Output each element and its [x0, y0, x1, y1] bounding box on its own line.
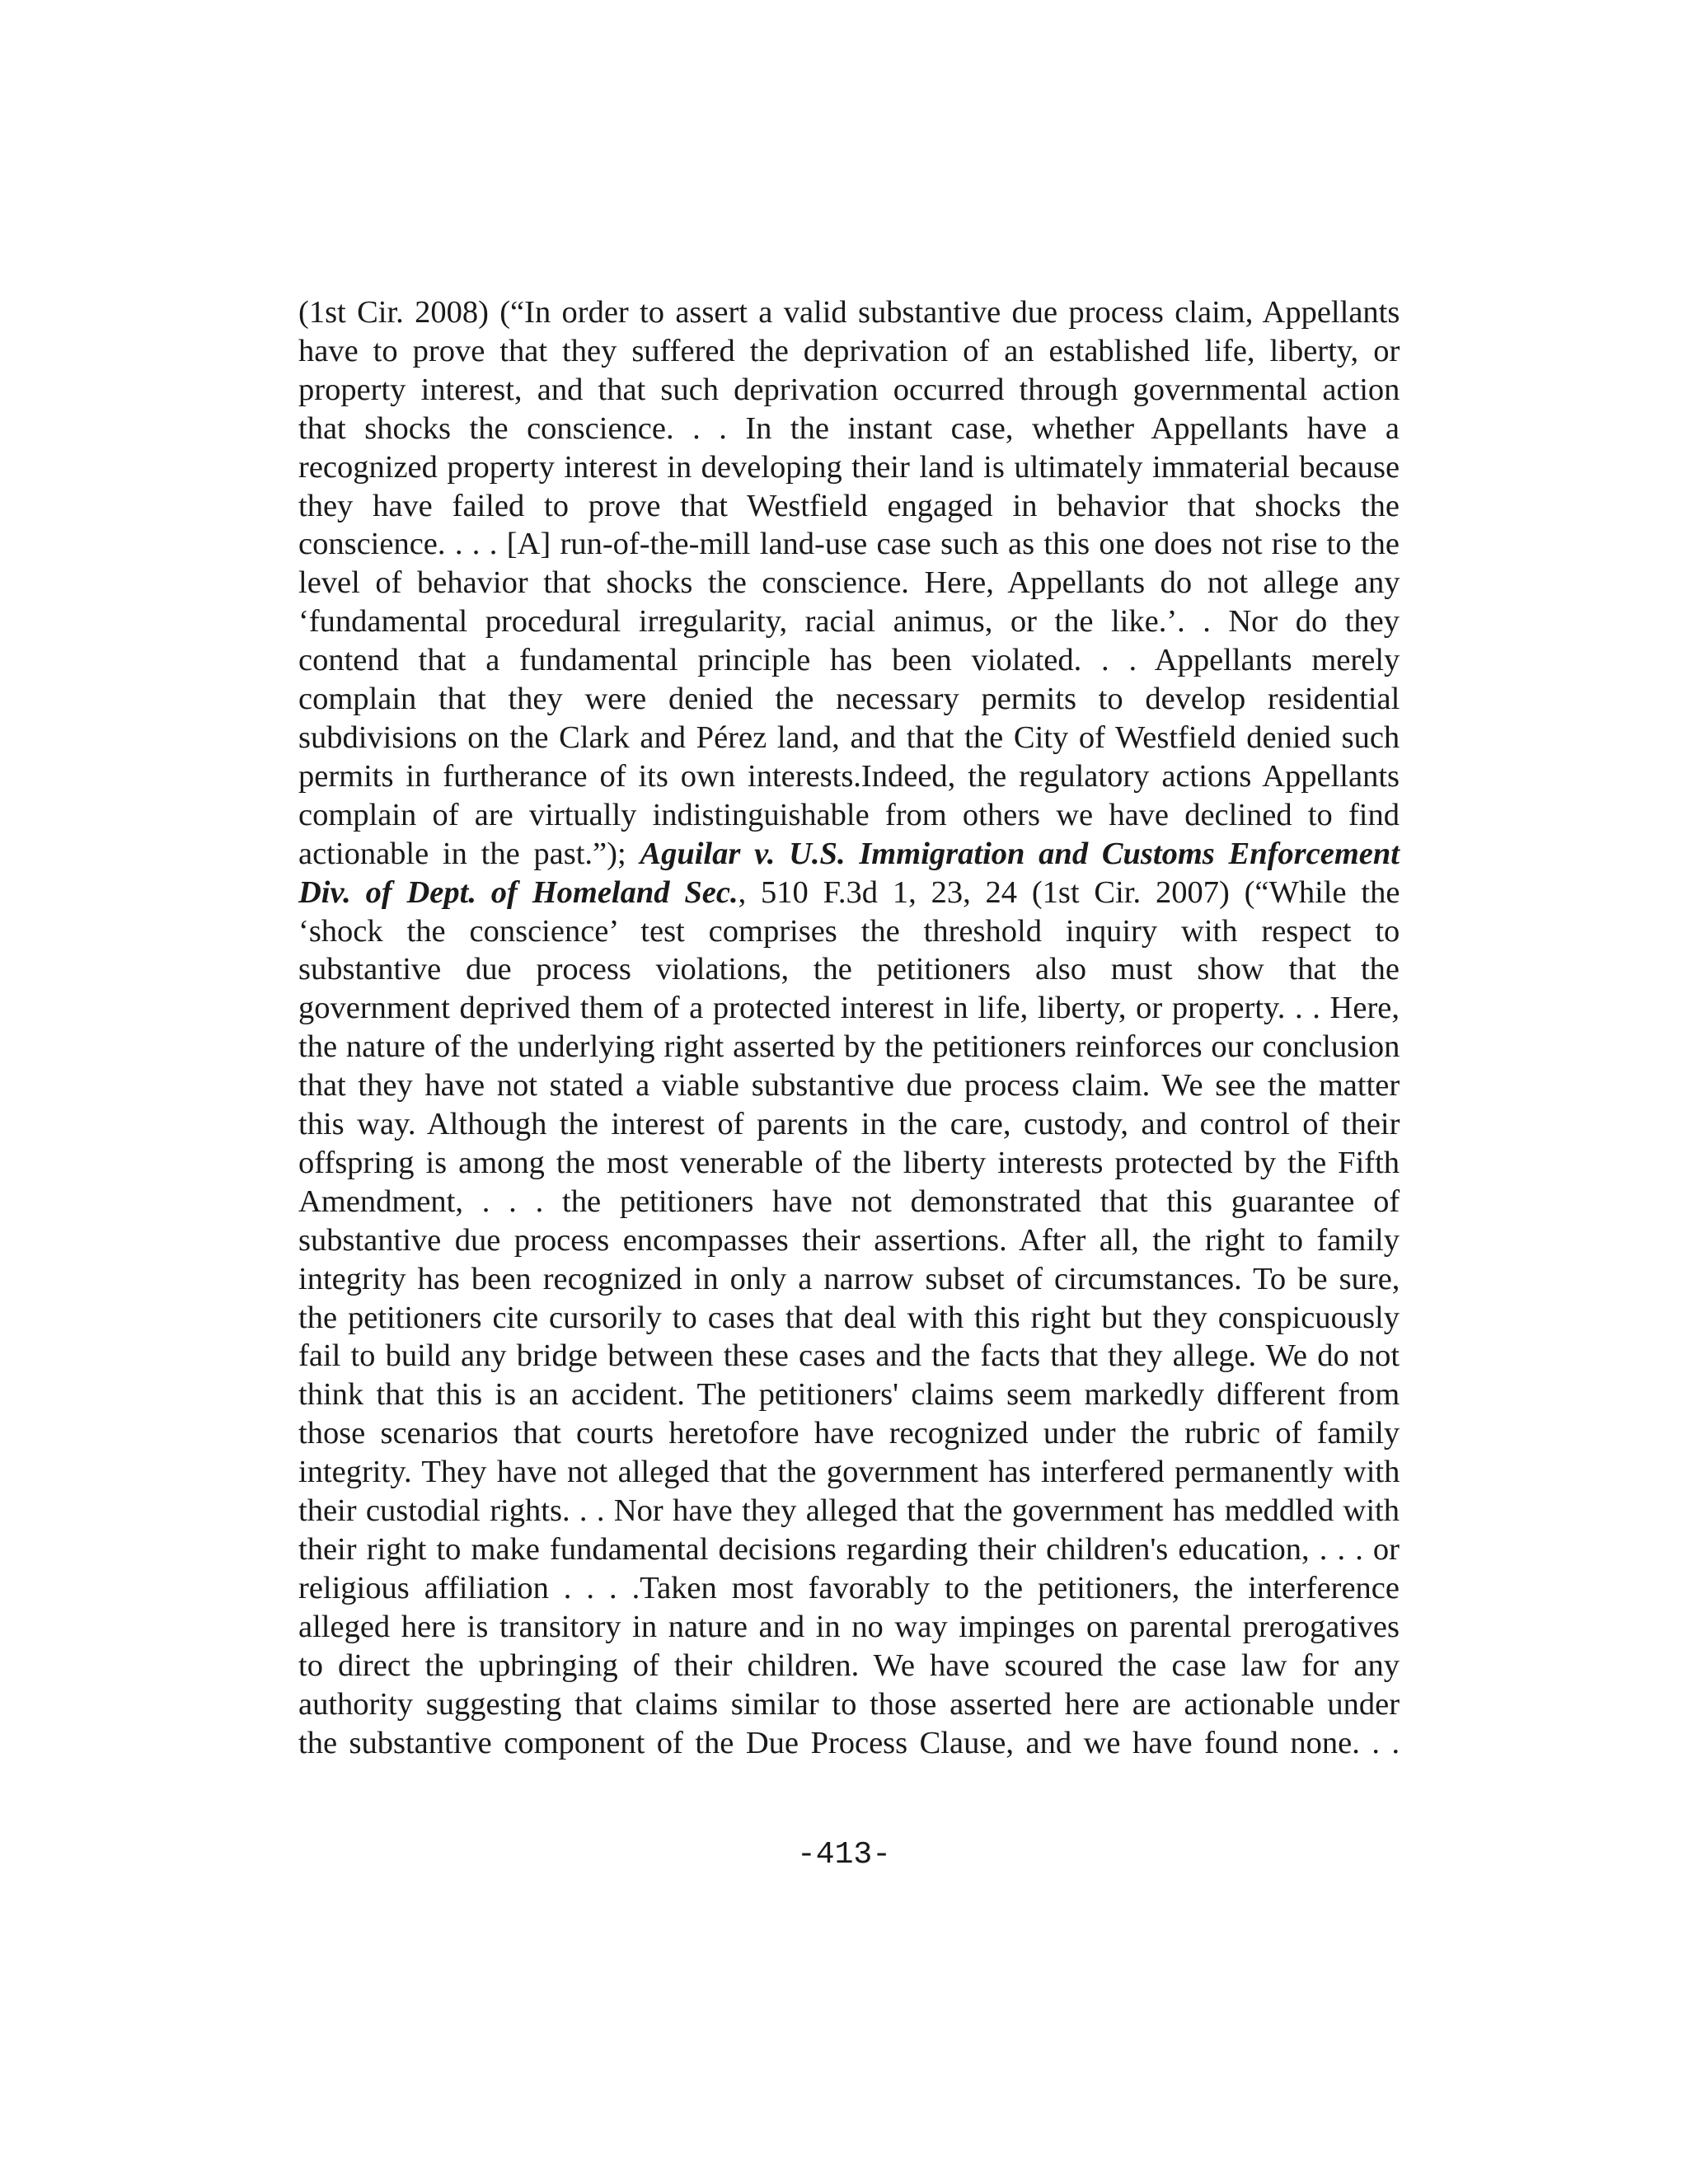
page-number: -413- [796, 1837, 892, 1872]
text-line: their right to make fundamental decisions regarding their children's education, . . . or [298, 1532, 1400, 1567]
text-line: substantive due process violations, the petitioners also must show that the [298, 952, 1400, 987]
text-line: this way. Although the interest of parents in the care, custody, and control of their [298, 1107, 1400, 1142]
text-line: contend that a fundamental principle has been violated. . . Appellants merely [298, 643, 1400, 678]
text-line: property interest, and that such deprivation occurred through governmental action [298, 372, 1400, 407]
text-line-with-citation [298, 874, 1400, 912]
text-line: ‘fundamental procedural irregularity, racial animus, or the like.’. . Nor do they [298, 604, 1400, 640]
text-line: to direct the upbringing of their children. We have scoured the case law for any [298, 1647, 1400, 1683]
text-line: Amendment, . . . the petitioners have not demonstrated that this guarantee of [298, 1183, 1400, 1219]
text-line: subdivisions on the Clark and Pérez land, and that the City of Westfield denied such [298, 719, 1400, 755]
text-line: authority suggesting that claims similar to those asserted here are actionable under [298, 1686, 1400, 1722]
case-citation: Aguilar v. U.S. Immigration and Customs Enforcement [640, 836, 1400, 871]
text-line: think that this is an accident. The petitioners' claims seem markedly different from [298, 1377, 1400, 1413]
text-segment: actionable in the past.”); [298, 836, 640, 871]
text-line: integrity. They have not alleged that the government has interfered permanently with [298, 1455, 1400, 1490]
text-line: complain of are virtually indistinguishable from others we have declined to find [298, 797, 1400, 832]
text-line: the nature of the underlying right asserted by the petitioners reinforces our conclusion [298, 1029, 1400, 1065]
text-line: complain that they were denied the necessary permits to develop residential [298, 682, 1400, 717]
text-line: substantive due process encompasses their assertions. After all, the right to family [298, 1222, 1400, 1258]
body-text [298, 293, 1400, 1762]
text-line: permits in furtherance of its own interests.Indeed, the regulatory actions Appellants [298, 758, 1400, 794]
text-line: they have failed to prove that Westfield engaged in behavior that shocks the [298, 488, 1400, 523]
text-line: (1st Cir. 2008) (“In order to assert a valid substantive due process claim, Appellants [298, 295, 1400, 330]
text-line: the petitioners cite cursorily to cases that deal with this right but they conspicuously [298, 1300, 1400, 1335]
text-line: that shocks the conscience. . . In the instant case, whether Appellants have a [298, 410, 1400, 446]
text-line: ‘shock the conscience’ test comprises the threshold inquiry with respect to [298, 913, 1400, 949]
text-line: integrity has been recognized in only a narrow subset of circumstances. To be sure, [298, 1261, 1400, 1296]
text-line: the substantive component of the Due Process Clause, and we have found none. . . [298, 1725, 1400, 1760]
text-line: level of behavior that shocks the conscience. Here, Appellants do not allege any [298, 565, 1400, 601]
text-line-with-citation [298, 835, 1400, 874]
text-line: their custodial rights. . . Nor have they alleged that the government has meddled with [298, 1493, 1400, 1529]
text-line: offspring is among the most venerable of the liberty interests protected by the Fifth [298, 1145, 1400, 1180]
text-line: those scenarios that courts heretofore have recognized under the rubric of family [298, 1416, 1400, 1451]
text-line: alleged here is transitory in nature and in no way impinges on parental prerogatives [298, 1609, 1400, 1644]
text-line: religious affiliation . . . .Taken most favorably to the petitioners, the interference [298, 1570, 1400, 1605]
text-segment: , 510 F.3d 1, 23, 24 (1st Cir. 2007) (“While the [738, 874, 1400, 910]
text-line: fail to build any bridge between these cases and the facts that they allege. We do not [298, 1338, 1400, 1374]
text-line: have to prove that they suffered the deprivation of an established life, liberty, or [298, 333, 1400, 368]
text-line: that they have not stated a viable substantive due process claim. We see the matter [298, 1068, 1400, 1104]
text-line: conscience. . . . [A] run-of-the-mill land-use case such as this one does not rise to the [298, 527, 1400, 562]
text-line: government deprived them of a protected interest in life, liberty, or property. . . Here, [298, 991, 1400, 1026]
case-citation: Div. of Dept. of Homeland Sec. [298, 874, 738, 910]
text-line: recognized property interest in developing their land is ultimately immaterial because [298, 449, 1400, 485]
